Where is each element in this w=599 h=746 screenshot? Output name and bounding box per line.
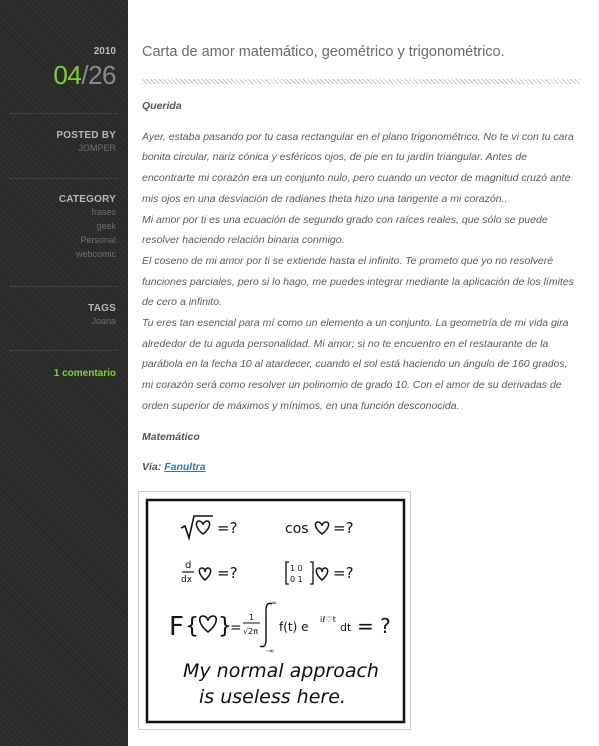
comic-caption-line2: is useless here.: [199, 686, 346, 708]
body-line: mi corazón será como resolver un polinomio de grado 10. Con el amor de su derivadas de: [142, 379, 562, 392]
body-line: alrededor de tu aguda personalidad. Mi amor; si no te encuentro en el restaurante de la: [142, 337, 549, 350]
via-label: Vía:: [142, 461, 162, 474]
body-line: funciones parciales, pero si lo hago, me puedes integrar mediante la aplicación de los límites: [142, 275, 574, 288]
title-divider: [142, 79, 580, 84]
matrix-top: 1 0: [290, 564, 303, 573]
heart-icon: [196, 521, 209, 534]
post-title[interactable]: Carta de amor matemático, geométrico y trigonométrico.: [142, 44, 505, 60]
eq-result: = ?: [357, 614, 391, 638]
integrand: f(t) e: [279, 620, 309, 634]
matrix-bracket-left: [286, 562, 289, 584]
category-section: [59, 194, 116, 261]
brace-close: }: [218, 614, 232, 639]
body-line: orden superior de máximos y mínimos, en una función desconocida.: [142, 399, 460, 412]
post-year: 2010: [93, 46, 116, 57]
greeting: Querida: [142, 100, 182, 112]
heart-icon: [316, 568, 327, 580]
matrix-bracket-right: [310, 562, 313, 584]
via-source-link[interactable]: Fanultra: [164, 461, 206, 474]
body-line: de cero a infinito.: [142, 296, 222, 309]
category-label: CATEGORY: [58, 194, 116, 205]
category-link-personal[interactable]: Personal: [80, 235, 116, 245]
heart-icon: [199, 568, 210, 580]
body-line: Mi amor por ti es una ecuación de segundo grado con raíces reales, que sólo se puede: [142, 213, 548, 226]
tags-label: TAGS: [88, 303, 116, 314]
category-link-frases[interactable]: frases: [91, 207, 116, 217]
posted-by-label: POSTED BY: [56, 130, 116, 141]
post-date: [53, 60, 116, 91]
exponent: iℓ♡t: [320, 615, 336, 624]
comic-image: [138, 491, 411, 730]
date-slash: /: [81, 60, 89, 90]
post-body: [142, 96, 584, 478]
fraction-top: 1: [249, 613, 255, 622]
comments-link[interactable]: 1 comentario: [53, 368, 116, 379]
comic-drawing: [139, 492, 410, 729]
eq-result: =?: [333, 564, 354, 582]
comic-caption-line1: My normal approach: [183, 660, 379, 682]
integral-lower: -∞: [266, 647, 275, 655]
body-line: Ayer, estaba pasando por tu casa rectangular en el plano trigonométrico. No te vi con tu cara: [142, 130, 574, 143]
post-day: 26: [88, 60, 116, 90]
cos-label: cos: [285, 521, 309, 537]
sidebar-divider: [10, 178, 118, 179]
eq-result: =?: [217, 519, 238, 537]
integral-upper: ∞: [271, 599, 277, 607]
eq-result: =?: [217, 564, 238, 582]
body-line: resolver haciendo relación binaria conmigo.: [142, 234, 345, 247]
eq-result: =?: [333, 519, 354, 537]
category-link-geek[interactable]: geek: [96, 221, 116, 231]
tag-link-joana[interactable]: Joana: [91, 316, 116, 326]
body-line: parábola en la fecha 10 al atardecer, cuando el sol está haciendo un ángulo de 160 grados,: [142, 358, 568, 371]
post-month: 04: [53, 60, 82, 90]
signature: Matemático: [142, 430, 200, 443]
deriv-d: d: [185, 560, 192, 571]
body-line: mis ojos en una desviación de radianes theta hizo una tangente a mi corazón..: [142, 192, 508, 205]
equals-sign: =: [230, 620, 242, 636]
matrix-bottom: 0 1: [290, 575, 303, 584]
body-line: Tu eres tan esencial para mí como un elemento a un conjunto. La geometría de mi vida gira: [142, 317, 569, 330]
via-line: [142, 457, 584, 478]
fraction-bottom: √2π: [243, 627, 259, 636]
posted-by-section: [56, 130, 116, 155]
tags-section: [88, 303, 116, 328]
heart-icon: [200, 616, 217, 632]
brace-open: {: [185, 614, 199, 639]
integral-sign: [260, 603, 272, 646]
body-line: bonita circular, nariz cónica y esféricos ojos, de pie en tu jardín triangular. Antes de: [142, 151, 528, 164]
body-line: El coseno de mi amor por ti se extiende hasta el infinito. Te prometo que yo no resolveré: [142, 254, 554, 267]
heart-icon: [315, 522, 328, 534]
differential: dt: [340, 621, 352, 634]
body-line: encontrarte mi corazón era un conjunto nulo, pero cuando un vector de magnitud cruzó ante: [142, 172, 571, 185]
sidebar-divider: [10, 286, 118, 287]
author-link[interactable]: JOMPER: [78, 143, 116, 153]
category-link-webcomic[interactable]: webcomic: [75, 249, 116, 259]
sidebar-divider: [10, 113, 118, 114]
fourier-symbol: F: [169, 612, 184, 642]
post-meta-sidebar: [0, 0, 128, 746]
sidebar-divider: [10, 350, 118, 351]
deriv-dx: dx: [181, 575, 193, 585]
